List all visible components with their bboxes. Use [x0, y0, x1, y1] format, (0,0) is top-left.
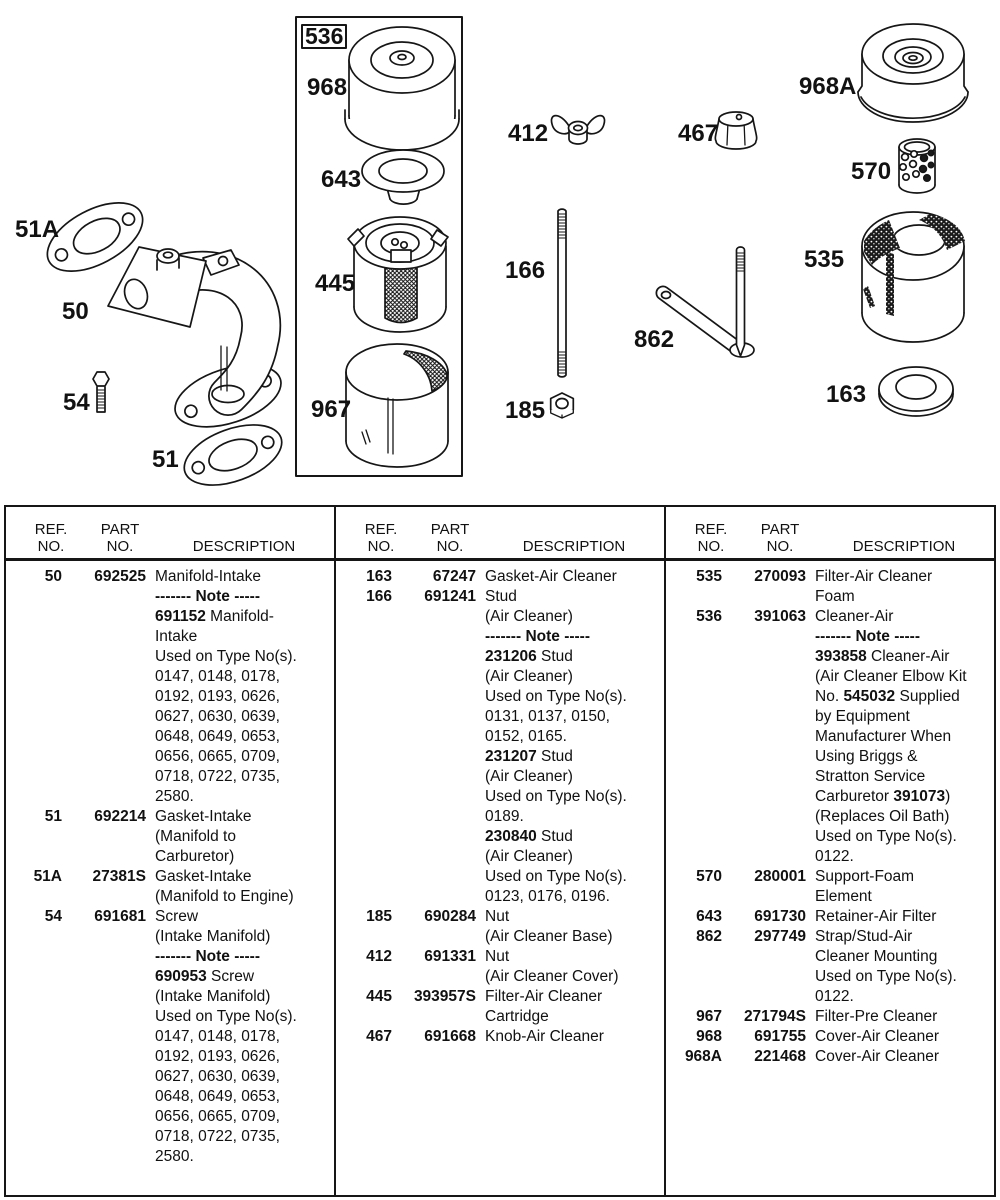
table-row	[336, 587, 664, 907]
description-line: (Intake Manifold)	[155, 988, 271, 1005]
part-968-drawing	[345, 27, 459, 150]
description-line: 231207 Stud	[485, 748, 573, 765]
ref-no-cell: 50	[44, 568, 62, 585]
table-row	[6, 567, 334, 807]
part-50-drawing	[108, 247, 289, 439]
part-label-412: 412	[508, 120, 549, 147]
description-line: 0718, 0722, 0735,	[155, 768, 280, 785]
description-line: 0122.	[815, 988, 854, 1005]
description-cell	[806, 927, 994, 1007]
description-line: 0189.	[485, 808, 524, 825]
description-cell	[146, 867, 334, 907]
ref-no-cell: 643	[696, 908, 722, 925]
description-line: Strap/Stud-Air	[815, 928, 913, 945]
description-line: Carburetor)	[155, 848, 235, 865]
part-no-cell: 221468	[754, 1048, 806, 1065]
description-line: Used on Type No(s).	[155, 1008, 297, 1025]
part-54-drawing	[93, 372, 109, 412]
description-cell	[806, 907, 994, 927]
description-header: DESCRIPTION	[522, 538, 626, 555]
table-header	[6, 507, 334, 561]
description-line: 0648, 0649, 0653,	[155, 1088, 280, 1105]
parts-table-column-2	[336, 507, 666, 1195]
part-label-166: 166	[505, 257, 546, 284]
part-no-header: PART NO.	[760, 521, 800, 555]
description-line: 0656, 0665, 0709,	[155, 1108, 280, 1125]
description-cell	[476, 907, 664, 947]
description-line: Manifold-Intake	[155, 568, 261, 585]
description-cell	[806, 1047, 994, 1067]
table-column-body	[666, 561, 994, 1067]
description-line: (Air Cleaner)	[485, 848, 573, 865]
part-535-drawing	[862, 212, 965, 342]
ref-no-cell: 51A	[33, 868, 62, 885]
part-412-drawing	[551, 116, 604, 144]
ref-no-header: REF. NO.	[694, 521, 728, 555]
ref-no-cell: 412	[366, 948, 392, 965]
description-line: 0123, 0176, 0196.	[485, 888, 610, 905]
ref-no-cell: 51	[44, 808, 62, 825]
description-line: (Air Cleaner Elbow Kit	[815, 668, 967, 685]
part-no-cell: 270093	[754, 568, 806, 585]
description-line: 690953 Screw	[155, 968, 255, 985]
description-line: (Replaces Oil Bath)	[815, 808, 950, 825]
description-line: (Intake Manifold)	[155, 928, 271, 945]
description-line: 2580.	[155, 1148, 194, 1165]
description-line: Gasket-Air Cleaner	[485, 568, 617, 585]
description-line: Cover-Air Cleaner	[815, 1028, 940, 1045]
part-label-185: 185	[505, 397, 546, 424]
description-line: Stud	[485, 588, 517, 605]
table-header	[336, 507, 664, 561]
description-line: Cartridge	[485, 1008, 549, 1025]
description-line: ------- Note -----	[815, 628, 920, 645]
description-line: Stratton Service	[815, 768, 926, 785]
part-967-drawing	[346, 344, 448, 467]
ref-no-cell: 968A	[684, 1048, 722, 1065]
part-no-header: PART NO.	[100, 521, 140, 555]
description-line: 0192, 0193, 0626,	[155, 688, 280, 705]
description-line: (Air Cleaner Cover)	[485, 968, 619, 985]
parts-table-column-1	[6, 507, 336, 1195]
description-cell	[476, 947, 664, 987]
description-line: Used on Type No(s).	[485, 688, 627, 705]
description-line: Filter-Air Cleaner	[815, 568, 933, 585]
description-header: DESCRIPTION	[192, 538, 296, 555]
part-label-862: 862	[634, 326, 675, 353]
description-line: 393858 Cleaner-Air	[815, 648, 950, 665]
ref-no-cell: 536	[696, 608, 722, 625]
description-line: 0192, 0193, 0626,	[155, 1048, 280, 1065]
description-cell	[146, 907, 334, 1167]
part-570-drawing	[899, 139, 935, 193]
ref-no-cell: 862	[696, 928, 722, 945]
table-row	[666, 607, 994, 867]
table-row	[666, 567, 994, 607]
table-row	[6, 867, 334, 907]
table-row	[666, 1007, 994, 1027]
description-line: 0718, 0722, 0735,	[155, 1128, 280, 1145]
description-cell	[476, 567, 664, 587]
ref-no-cell: 968	[696, 1028, 722, 1045]
part-no-cell: 691331	[424, 948, 476, 965]
table-row	[336, 907, 664, 947]
ref-no-header: REF. NO.	[364, 521, 398, 555]
part-no-cell: 27381S	[92, 868, 146, 885]
description-line: (Air Cleaner)	[485, 608, 573, 625]
description-line: (Manifold to Engine)	[155, 888, 294, 905]
description-line: 0627, 0630, 0639,	[155, 708, 280, 725]
ref-no-cell: 163	[366, 568, 392, 585]
description-line: Screw	[155, 908, 199, 925]
description-line: (Air Cleaner)	[485, 668, 573, 685]
description-line: Knob-Air Cleaner	[485, 1028, 604, 1045]
description-cell	[806, 607, 994, 867]
description-line: Used on Type No(s).	[155, 648, 297, 665]
description-line: ------- Note -----	[155, 948, 260, 965]
description-line: Intake	[155, 628, 198, 645]
description-cell	[806, 567, 994, 607]
part-label-968: 968	[307, 74, 348, 101]
description-line: Retainer-Air Filter	[815, 908, 937, 925]
part-label-570: 570	[851, 158, 892, 185]
description-line: 0627, 0630, 0639,	[155, 1068, 280, 1085]
part-label-967: 967	[311, 396, 352, 423]
part-label-535: 535	[804, 246, 845, 273]
description-line: Used on Type No(s).	[485, 788, 627, 805]
part-no-cell: 393957S	[413, 988, 476, 1005]
table-row	[666, 927, 994, 1007]
description-line: by Equipment	[815, 708, 910, 725]
part-no-cell: 691668	[424, 1028, 476, 1045]
part-no-header: PART NO.	[430, 521, 470, 555]
description-line: Filter-Air Cleaner	[485, 988, 603, 1005]
description-line: 231206 Stud	[485, 648, 573, 665]
table-row	[336, 987, 664, 1027]
description-line: (Air Cleaner Base)	[485, 928, 613, 945]
part-no-cell: 691730	[754, 908, 806, 925]
description-line: Gasket-Intake	[155, 808, 252, 825]
description-line: 0152, 0165.	[485, 728, 567, 745]
ref-no-header: REF. NO.	[34, 521, 68, 555]
table-row	[666, 907, 994, 927]
description-line: Support-Foam	[815, 868, 915, 885]
table-row	[666, 1047, 994, 1067]
description-line: 0122.	[815, 848, 854, 865]
description-line: Cleaner Mounting	[815, 948, 938, 965]
description-line: 691152 Manifold-	[155, 608, 274, 625]
description-cell	[476, 587, 664, 907]
part-label-445: 445	[315, 270, 356, 297]
description-cell	[476, 987, 664, 1027]
description-line: 0131, 0137, 0150,	[485, 708, 610, 725]
table-column-body	[336, 561, 664, 1047]
part-166-drawing	[558, 209, 566, 377]
description-line: 0147, 0148, 0178,	[155, 1028, 280, 1045]
description-line: No. 545032 Supplied	[815, 688, 960, 705]
description-line: Used on Type No(s).	[485, 868, 627, 885]
description-cell	[806, 1007, 994, 1027]
part-643-drawing	[362, 150, 444, 204]
table-row	[6, 807, 334, 867]
part-968A-drawing	[858, 24, 968, 122]
ref-no-cell: 535	[696, 568, 722, 585]
description-line: Element	[815, 888, 872, 905]
part-label-51: 51	[152, 446, 179, 473]
part-label-968A: 968A	[799, 73, 857, 100]
table-row	[666, 867, 994, 907]
part-862-drawing	[662, 247, 755, 357]
description-cell	[146, 567, 334, 807]
part-no-cell: 692214	[94, 808, 146, 825]
description-line: Filter-Pre Cleaner	[815, 1008, 938, 1025]
part-label-163: 163	[826, 381, 867, 408]
part-no-cell: 271794S	[743, 1008, 806, 1025]
part-185-drawing	[551, 393, 574, 418]
table-column-body	[6, 561, 334, 1167]
table-row	[336, 567, 664, 587]
description-line: (Manifold to	[155, 828, 236, 845]
description-line: ------- Note -----	[485, 628, 590, 645]
parts-table	[4, 505, 996, 1197]
description-cell	[146, 807, 334, 867]
part-no-cell: 391063	[754, 608, 806, 625]
exploded-parts-diagram	[0, 0, 1000, 505]
table-row	[6, 907, 334, 1167]
description-line: Nut	[485, 948, 510, 965]
table-row	[666, 1027, 994, 1047]
description-cell	[806, 1027, 994, 1047]
description-line: 230840 Stud	[485, 828, 573, 845]
ref-no-cell: 445	[366, 988, 392, 1005]
description-line: Manufacturer When	[815, 728, 952, 745]
description-line: Nut	[485, 908, 510, 925]
description-line: 0656, 0665, 0709,	[155, 748, 280, 765]
description-line: Using Briggs &	[815, 748, 918, 765]
description-line: 0147, 0148, 0178,	[155, 668, 280, 685]
description-line: Cleaner-Air	[815, 608, 894, 625]
table-row	[336, 947, 664, 987]
part-label-467: 467	[678, 120, 719, 147]
table-header	[666, 507, 994, 561]
description-cell	[806, 867, 994, 907]
description-line: (Air Cleaner)	[485, 768, 573, 785]
description-line: Used on Type No(s).	[815, 968, 957, 985]
description-header: DESCRIPTION	[852, 538, 956, 555]
ref-no-cell: 185	[366, 908, 392, 925]
ref-no-cell: 967	[696, 1008, 722, 1025]
description-line: 0648, 0649, 0653,	[155, 728, 280, 745]
description-cell	[476, 1027, 664, 1047]
description-line: 2580.	[155, 788, 194, 805]
ref-no-cell: 570	[696, 868, 722, 885]
part-445-drawing	[348, 217, 448, 332]
description-line: Used on Type No(s).	[815, 828, 957, 845]
part-no-cell: 67247	[432, 568, 476, 585]
part-no-cell: 691241	[424, 588, 476, 605]
group-label-536: 536	[305, 23, 344, 49]
part-467-drawing	[715, 112, 756, 149]
part-no-cell: 692525	[94, 568, 146, 585]
part-no-cell: 691681	[94, 908, 146, 925]
part-label-643: 643	[321, 166, 362, 193]
part-label-51A: 51A	[15, 216, 60, 243]
description-line: Cover-Air Cleaner	[815, 1048, 940, 1065]
part-no-cell: 280001	[754, 868, 806, 885]
parts-table-column-3	[666, 507, 994, 1195]
part-no-cell: 690284	[424, 908, 476, 925]
table-row	[336, 1027, 664, 1047]
part-label-54: 54	[63, 389, 90, 416]
description-line: Carburetor 391073)	[815, 788, 951, 805]
part-label-50: 50	[62, 298, 89, 325]
ref-no-cell: 166	[366, 588, 392, 605]
ref-no-cell: 54	[44, 908, 62, 925]
part-163-drawing	[879, 367, 953, 416]
description-line: Foam	[815, 588, 855, 605]
ref-no-cell: 467	[366, 1028, 392, 1045]
part-no-cell: 691755	[754, 1028, 806, 1045]
description-line: ------- Note -----	[155, 588, 260, 605]
part-no-cell: 297749	[754, 928, 806, 945]
description-line: Gasket-Intake	[155, 868, 252, 885]
